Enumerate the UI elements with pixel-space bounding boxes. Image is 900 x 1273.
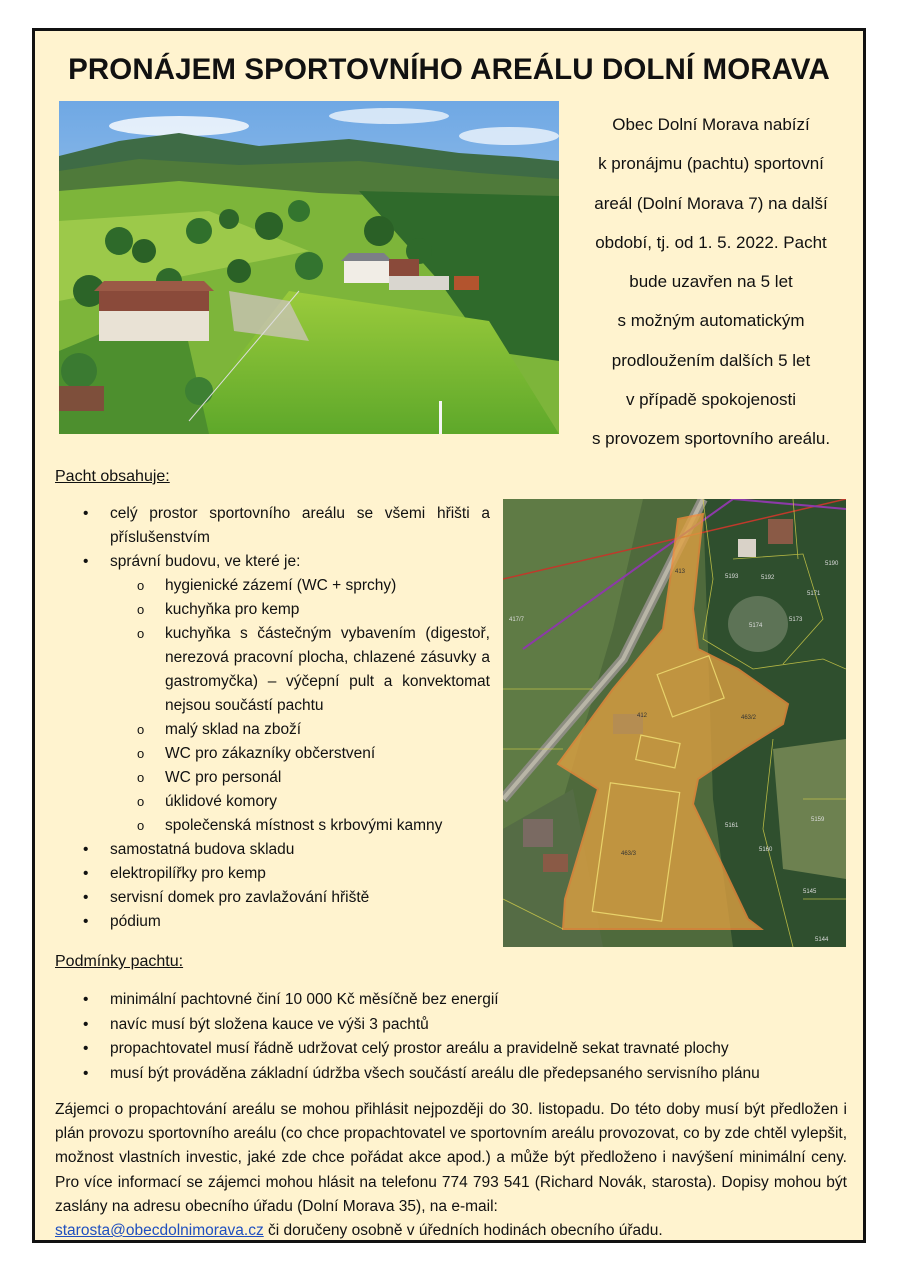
- circle-bullet-icon: o: [137, 770, 145, 785]
- sub-list-item: o malý sklad na zboží: [55, 718, 490, 742]
- conditions-list: [55, 988, 845, 1086]
- map-label: 5159: [811, 817, 825, 823]
- bullet-icon: •: [83, 1064, 89, 1082]
- pacht-list: [55, 502, 490, 934]
- intro-line: s možným automatickým: [617, 311, 805, 331]
- list-item: • propachtovatel musí řádně udržovat celý prostor areálu a pravidelně sekat travnaté plochy: [55, 1037, 845, 1062]
- conditions-heading: Podmínky pachtu:: [55, 953, 184, 970]
- map-label: 5174: [749, 623, 763, 629]
- intro-line: k pronájmu (pachtu) sportovní: [598, 154, 824, 174]
- circle-bullet-icon: o: [137, 626, 145, 641]
- sub-list-item: o společenská místnost s krbovými kamny: [55, 814, 490, 838]
- list-item: • elektropilířky pro kemp: [55, 862, 490, 886]
- map-label: 5173: [789, 617, 803, 623]
- bullet-icon: •: [83, 913, 89, 930]
- map-label: 463/3: [621, 851, 637, 857]
- intro-line: prodloužením dalších 5 let: [611, 350, 811, 370]
- sub-list-item: o WC pro zákazníky občerstvení: [55, 742, 490, 766]
- circle-bullet-icon: o: [137, 746, 145, 761]
- circle-bullet-icon: o: [137, 602, 145, 617]
- map-label: 5190: [825, 561, 839, 567]
- circle-bullet-icon: o: [137, 818, 145, 833]
- intro-line: bude uzavřen na 5 let: [629, 272, 793, 292]
- map-label: 413: [675, 569, 686, 575]
- map-label: 5161: [725, 823, 739, 829]
- intro-line: Obec Dolní Morava nabízí: [612, 115, 810, 134]
- list-item: • musí být prováděna základní údržba všech součástí areálu dle předepsaného servisního plánu: [55, 1062, 845, 1087]
- circle-bullet-icon: o: [137, 578, 145, 593]
- sub-list-item: o WC pro personál: [55, 766, 490, 790]
- bullet-icon: •: [83, 553, 89, 570]
- sub-list-item: o úklidové komory: [55, 790, 490, 814]
- intro-line: s provozem sportovního areálu.: [591, 429, 831, 449]
- circle-bullet-icon: o: [137, 722, 145, 737]
- sub-list-item: o kuchyňka s částečným vybavením (digestoř, nerezová pracovní plocha, chlazené zásuvky a gastromyčka) – výčepní pult a konvektomat nejsou součástí pachtu: [55, 622, 490, 718]
- footer-paragraph: [55, 1098, 847, 1243]
- bullet-icon: •: [83, 889, 89, 906]
- email-link[interactable]: starosta@obecdolnimorava.cz: [55, 1222, 264, 1240]
- footer-text: Zájemci o propachtování areálu se mohou přihlásit nejpozději do 30. listopadu. Do této doby musí být předložen i plán provozu sportovního areálu (co chce propachtovatel ve sportovním areálu provozovat, co by zde chtěl vylepšit, možnost vlastních investic, jaké zde chce pořádat akce apod.) a může být předloženo i navýšení minimální ceny. Pro více informací se zájemci mohou hlásit na telefonu 774 793 541 (Richard Novák, starosta). Dopisy mohou být zaslány na adresu obecního úřadu (Dolní Morava 35), na e-mail:: [55, 1101, 847, 1215]
- intro-line: období, tj. od 1. 5. 2022. Pacht: [595, 232, 827, 252]
- aerial-photo: [59, 101, 559, 434]
- bullet-icon: •: [83, 991, 89, 1008]
- map-label: 412: [637, 713, 648, 719]
- pacht-heading: Pacht obsahuje:: [55, 468, 170, 485]
- poster-frame: [32, 28, 866, 1243]
- map-label: 463/2: [741, 715, 757, 721]
- circle-bullet-icon: o: [137, 794, 145, 809]
- sub-list-item: o kuchyňka pro kemp: [55, 598, 490, 622]
- intro-text: [563, 105, 859, 459]
- map-label: 5160: [759, 847, 773, 853]
- bullet-icon: •: [83, 865, 89, 882]
- list-item: • celý prostor sportovního areálu se všemi hřišti a příslušenstvím: [55, 502, 490, 550]
- page-title: PRONÁJEM SPORTOVNÍHO AREÁLU DOLNÍ MORAVA: [68, 53, 830, 86]
- map-label: 5192: [761, 575, 775, 581]
- bullet-icon: •: [83, 1015, 89, 1033]
- map-label: 417/7: [509, 617, 525, 623]
- list-item: • navíc musí být složena kauce ve výši 3 pachtů: [55, 1013, 845, 1038]
- list-item: • samostatná budova skladu: [55, 838, 490, 862]
- intro-line: v případě spokojenosti: [625, 390, 797, 410]
- list-item: • správní budovu, ve které je:: [55, 550, 490, 574]
- intro-line: areál (Dolní Morava 7) na další: [594, 193, 828, 213]
- map-label: 5171: [807, 591, 821, 597]
- sub-list-item: o hygienické zázemí (WC + sprchy): [55, 574, 490, 598]
- list-item: • pódium: [55, 910, 490, 934]
- footer-text-end: či doručeny osobně v úředních hodinách obecního úřadu.: [263, 1222, 663, 1240]
- map-label: 5193: [725, 574, 739, 580]
- list-item: • minimální pachtovné činí 10 000 Kč měsíčně bez energií: [55, 988, 845, 1013]
- bullet-icon: •: [83, 505, 89, 522]
- cadastral-map: [503, 499, 846, 947]
- list-item: • servisní domek pro zavlažování hřiště: [55, 886, 490, 910]
- map-label: 5144: [815, 937, 829, 943]
- bullet-icon: •: [83, 1040, 89, 1057]
- bullet-icon: •: [83, 841, 89, 858]
- map-label: 5145: [803, 889, 817, 895]
